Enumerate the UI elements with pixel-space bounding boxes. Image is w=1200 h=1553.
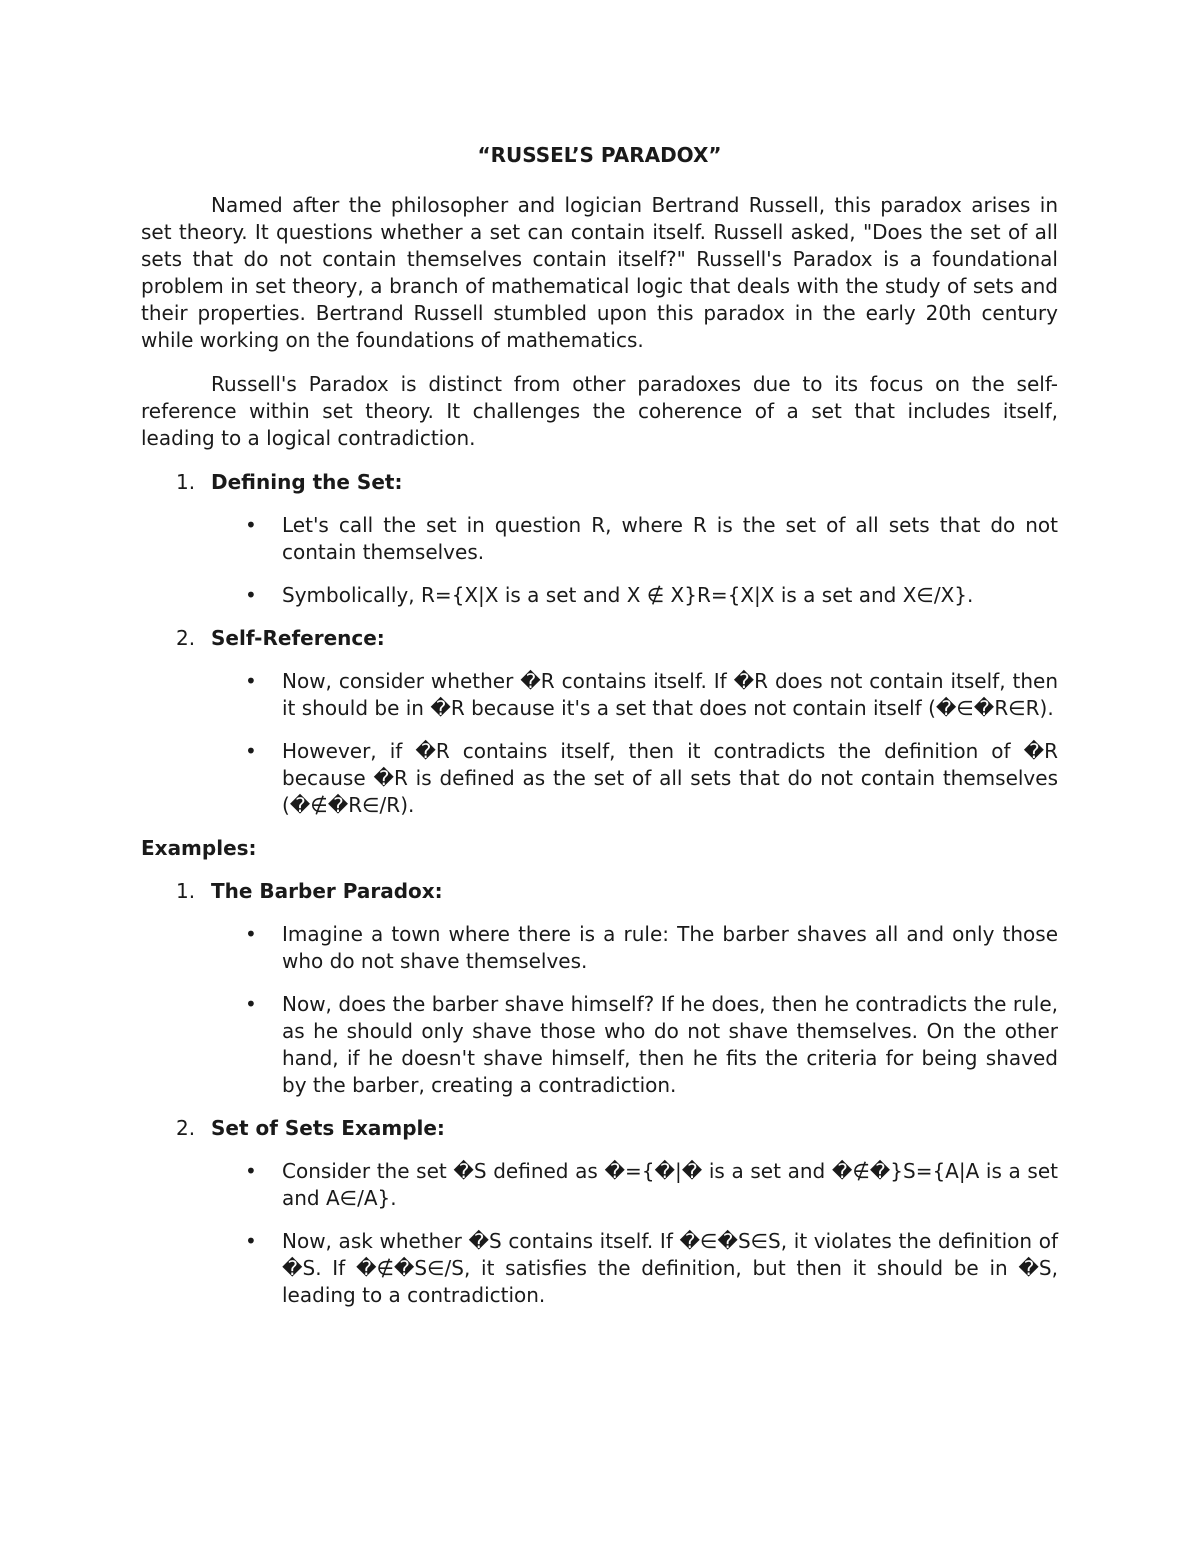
section-heading-text: Self-Reference: [211, 626, 385, 650]
bullet-item [141, 921, 1058, 975]
bullet-icon: • [245, 583, 257, 607]
bullet-icon: • [245, 922, 257, 946]
intro-paragraph: Named after the philosopher and logician Bertrand Russell, this paradox arises in set theory. It questions whether a set can contain itself. Russell asked, "Does the set of all sets that do not contain themselves contain itself?" Russell's Paradox is a foundational problem in set theory, a branch of mathematical logic that deals with the study of sets and their properties. Bertrand Russell stumbled upon this paradox in the early 20th century while working on the foundations of mathematics. [141, 193, 1058, 352]
bullet-item [141, 1158, 1058, 1212]
bullet-item [141, 582, 1058, 609]
bullet-icon: • [245, 513, 257, 537]
bullet-text: However, if �R contains itself, then it contradicts the definition of �R because �R is defined as the set of all sets that do not contain themselves (�∉�R∈/R). [282, 739, 1058, 817]
bullet-text: Imagine a town where there is a rule: The barber shaves all and only those who do not shave themselves. [282, 922, 1058, 973]
section-heading-self-reference [141, 625, 1058, 652]
bullet-icon: • [245, 739, 257, 763]
bullet-text: Let's call the set in question R, where R is the set of all sets that do not contain themselves. [282, 513, 1058, 564]
document-page [141, 140, 1058, 1325]
bullet-item [141, 668, 1058, 722]
section-heading-defining-set [141, 469, 1058, 496]
bullet-text: Now, consider whether �R contains itself. If �R does not contain itself, then it should be in �R because it's a set that does not contain itself (�∈�R∈R). [282, 669, 1058, 720]
bullet-text: Symbolically, R={X|X is a set and X ∉ X}R={X|X is a set and X∈/X}. [282, 583, 974, 607]
example-number: 2. [176, 1116, 196, 1140]
bullet-icon: • [245, 1159, 257, 1183]
example-heading-text: Set of Sets Example: [211, 1116, 445, 1140]
bullet-item [141, 1228, 1058, 1309]
document-title: “RUSSEL’S PARADOX” [477, 143, 722, 167]
bullet-icon: • [245, 669, 257, 693]
bullet-text: Now, ask whether �S contains itself. If �∈�S∈S, it violates the definition of �S. If �∉�S∈/S, it satisfies the definition, but then it should be in �S, leading to a contradiction. [282, 1229, 1058, 1307]
bullet-item [141, 991, 1058, 1099]
bullet-text: Consider the set �S defined as �={�|� is a set and �∉�}S={A|A is a set and A∈/A}. [282, 1159, 1058, 1210]
example-heading-set-of-sets [141, 1115, 1058, 1142]
section-heading-text: Defining the Set: [211, 470, 403, 494]
section-number: 2. [176, 626, 196, 650]
distinction-paragraph: Russell's Paradox is distinct from other paradoxes due to its focus on the self-reference within set theory. It challenges the coherence of a set that includes itself, leading to a logical contradiction. [141, 372, 1058, 450]
bullet-item [141, 512, 1058, 566]
example-heading-barber [141, 878, 1058, 905]
examples-heading: Examples: [141, 836, 257, 860]
bullet-icon: • [245, 992, 257, 1016]
bullet-text: Now, does the barber shave himself? If he does, then he contradicts the rule, as he should only shave those who do not shave themselves. On the other hand, if he doesn't shave himself, then he fits the criteria for being shaved by the barber, creating a contradiction. [282, 992, 1058, 1097]
example-heading-text: The Barber Paradox: [211, 879, 443, 903]
section-number: 1. [176, 470, 196, 494]
bullet-icon: • [245, 1229, 257, 1253]
bullet-item [141, 738, 1058, 819]
example-number: 1. [176, 879, 196, 903]
